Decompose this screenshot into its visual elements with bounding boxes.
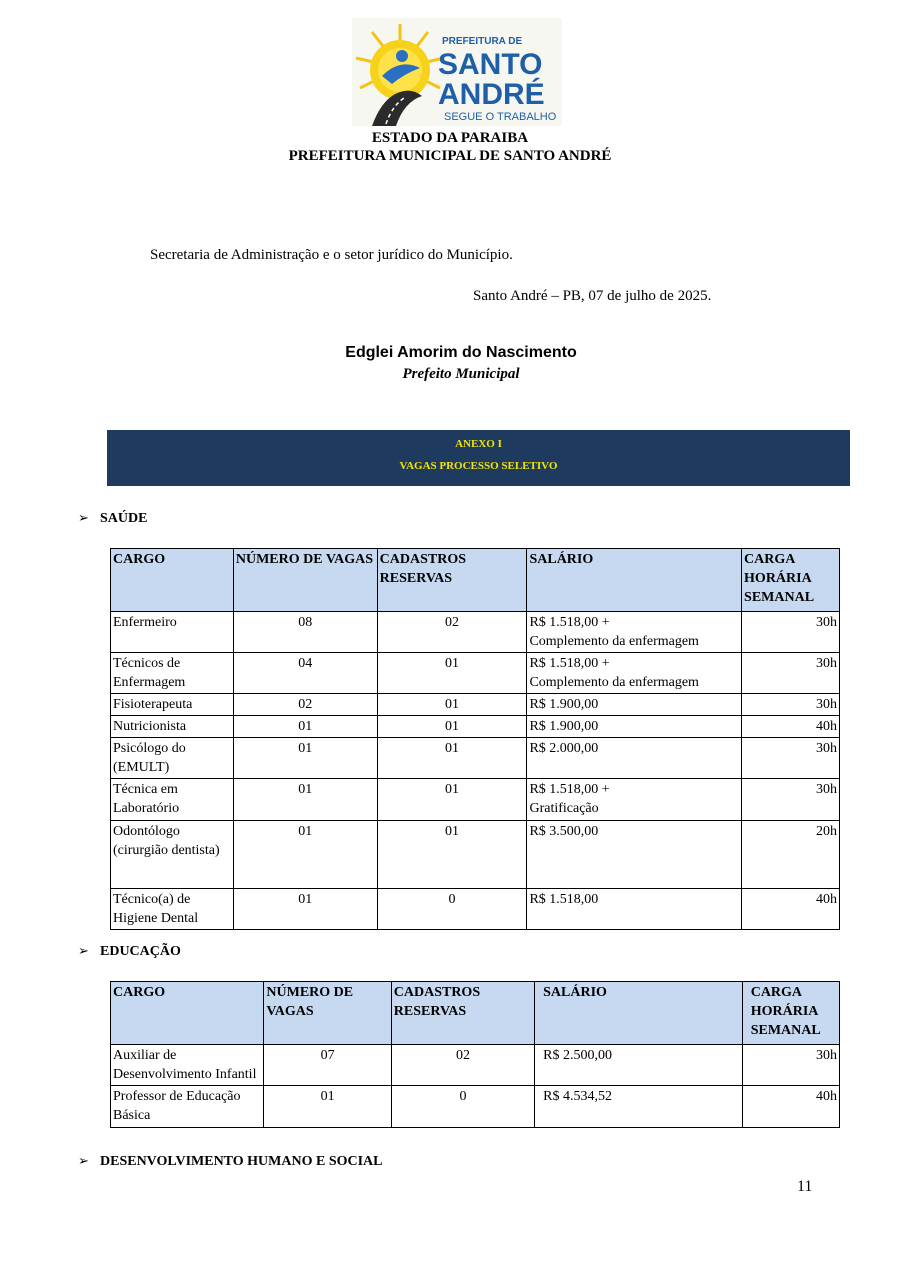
cell-cargo: Odontólogo (cirurgião dentista) bbox=[111, 821, 234, 889]
cell-carga: 40h bbox=[742, 716, 840, 738]
cell-salario: R$ 2.000,00 bbox=[527, 738, 742, 779]
cell-reservas: 01 bbox=[377, 821, 527, 889]
logo-text-line2: SANTO bbox=[438, 48, 543, 81]
table-row bbox=[111, 1086, 840, 1128]
cell-reservas: 01 bbox=[377, 738, 527, 779]
section-educacao bbox=[78, 944, 181, 960]
cell-carga: 30h bbox=[742, 738, 840, 779]
cell-salario bbox=[527, 612, 742, 653]
cell-vagas: 04 bbox=[233, 653, 377, 694]
cell-salario: R$ 1.518,00 bbox=[527, 889, 742, 930]
cell-carga: 20h bbox=[742, 821, 840, 889]
cell-salario: R$ 1.900,00 bbox=[527, 716, 742, 738]
logo-text-line4: SEGUE O TRABALHO bbox=[444, 111, 557, 123]
cell-reservas: 0 bbox=[391, 1086, 534, 1128]
cell-vagas: 01 bbox=[233, 889, 377, 930]
cell-vagas: 02 bbox=[233, 694, 377, 716]
page-number: 11 bbox=[797, 1178, 813, 1195]
col-header-vagas: NÚMERO DE VAGAS bbox=[264, 982, 391, 1045]
cell-cargo: Técnico(a) de Higiene Dental bbox=[111, 889, 234, 930]
col-header-carga: CARGA HORÁRIA SEMANAL bbox=[742, 549, 840, 612]
cell-reservas: 01 bbox=[377, 653, 527, 694]
table-row bbox=[111, 779, 840, 821]
salario-line1: R$ 1.518,00 + bbox=[529, 782, 610, 797]
cell-reservas: 02 bbox=[391, 1045, 534, 1086]
logo-graphic bbox=[352, 18, 562, 126]
cell-cargo: Técnica em Laboratório bbox=[111, 779, 234, 821]
cell-carga: 40h bbox=[742, 1086, 839, 1128]
col-header-reservas: CADASTROS RESERVAS bbox=[377, 549, 527, 612]
cell-cargo: Fisioterapeuta bbox=[111, 694, 234, 716]
cell-vagas: 07 bbox=[264, 1045, 391, 1086]
salario-line2: Complemento da enfermagem bbox=[529, 675, 699, 690]
logo-text-line3: ANDRÉ bbox=[438, 78, 545, 111]
cell-carga: 30h bbox=[742, 694, 840, 716]
signer-name: Edglei Amorim do Nascimento bbox=[345, 344, 577, 361]
table-row bbox=[111, 716, 840, 738]
cell-salario bbox=[527, 779, 742, 821]
header-state: ESTADO DA PARAIBA bbox=[371, 130, 529, 146]
cell-reservas: 0 bbox=[377, 889, 527, 930]
cell-reservas: 01 bbox=[377, 694, 527, 716]
cell-vagas: 01 bbox=[233, 716, 377, 738]
salario-line1: R$ 1.518,00 + bbox=[529, 656, 610, 671]
cell-cargo: Enfermeiro bbox=[111, 612, 234, 653]
cell-vagas: 01 bbox=[233, 821, 377, 889]
cell-cargo: Professor de Educação Básica bbox=[111, 1086, 264, 1128]
table-row bbox=[111, 1045, 840, 1086]
col-header-salario: SALÁRIO bbox=[535, 982, 743, 1045]
arrow-bullet-icon: ➢ bbox=[78, 511, 89, 526]
cell-salario: R$ 1.900,00 bbox=[527, 694, 742, 716]
table-row bbox=[111, 694, 840, 716]
table-row bbox=[111, 738, 840, 779]
cell-cargo: Psicólogo do (EMULT) bbox=[111, 738, 234, 779]
salario-line1: R$ 1.518,00 + bbox=[529, 615, 610, 630]
salario-line2: Complemento da enfermagem bbox=[529, 634, 699, 649]
cell-salario: R$ 2.500,00 bbox=[535, 1045, 743, 1086]
col-header-reservas: CADASTROS RESERVAS bbox=[391, 982, 534, 1045]
col-header-cargo: CARGO bbox=[111, 982, 264, 1045]
cell-carga: 30h bbox=[742, 653, 840, 694]
educacao-table bbox=[110, 981, 840, 1128]
salario-line2: Gratificação bbox=[529, 801, 599, 816]
cell-salario: R$ 3.500,00 bbox=[527, 821, 742, 889]
col-header-salario: SALÁRIO bbox=[527, 549, 742, 612]
saude-table bbox=[110, 548, 840, 930]
arrow-bullet-icon: ➢ bbox=[78, 944, 89, 959]
section-educacao-label: EDUCAÇÃO bbox=[100, 944, 181, 959]
santo-andre-logo bbox=[352, 18, 562, 126]
cell-vagas: 01 bbox=[233, 738, 377, 779]
section-desenvolvimento-label: DESENVOLVIMENTO HUMANO E SOCIAL bbox=[100, 1154, 383, 1169]
arrow-bullet-icon: ➢ bbox=[78, 1154, 89, 1169]
annex-banner bbox=[107, 430, 850, 486]
cell-vagas: 08 bbox=[233, 612, 377, 653]
cell-carga: 30h bbox=[742, 1045, 839, 1086]
cell-cargo: Nutricionista bbox=[111, 716, 234, 738]
cell-reservas: 01 bbox=[377, 779, 527, 821]
col-header-vagas: NÚMERO DE VAGAS bbox=[233, 549, 377, 612]
cell-reservas: 02 bbox=[377, 612, 527, 653]
cell-cargo: Auxiliar de Desenvolvimento Infantil bbox=[111, 1045, 264, 1086]
signer-role: Prefeito Municipal bbox=[402, 366, 520, 382]
cell-vagas: 01 bbox=[264, 1086, 391, 1128]
annex-title: ANEXO I bbox=[455, 438, 502, 450]
date-line: Santo André – PB, 07 de julho de 2025. bbox=[473, 288, 712, 304]
cell-reservas: 01 bbox=[377, 716, 527, 738]
header-city: PREFEITURA MUNICIPAL DE SANTO ANDRÉ bbox=[288, 148, 612, 164]
section-saude bbox=[78, 511, 147, 527]
cell-salario bbox=[527, 653, 742, 694]
col-header-carga: CARGA HORÁRIA SEMANAL bbox=[742, 982, 839, 1045]
cell-carga: 30h bbox=[742, 612, 840, 653]
cell-carga: 30h bbox=[742, 779, 840, 821]
cell-vagas: 01 bbox=[233, 779, 377, 821]
logo-text-line1: PREFEITURA DE bbox=[442, 36, 523, 47]
body-paragraph: Secretaria de Administração e o setor jurídico do Município. bbox=[150, 247, 513, 263]
annex-subtitle: VAGAS PROCESSO SELETIVO bbox=[399, 460, 558, 472]
cell-salario: R$ 4.534,52 bbox=[535, 1086, 743, 1128]
table-row bbox=[111, 653, 840, 694]
section-desenvolvimento bbox=[78, 1154, 383, 1170]
table-row bbox=[111, 889, 840, 930]
cell-carga: 40h bbox=[742, 889, 840, 930]
table-row bbox=[111, 612, 840, 653]
table-row bbox=[111, 821, 840, 889]
section-saude-label: SAÚDE bbox=[100, 511, 148, 526]
col-header-cargo: CARGO bbox=[111, 549, 234, 612]
cell-cargo: Técnicos de Enfermagem bbox=[111, 653, 234, 694]
